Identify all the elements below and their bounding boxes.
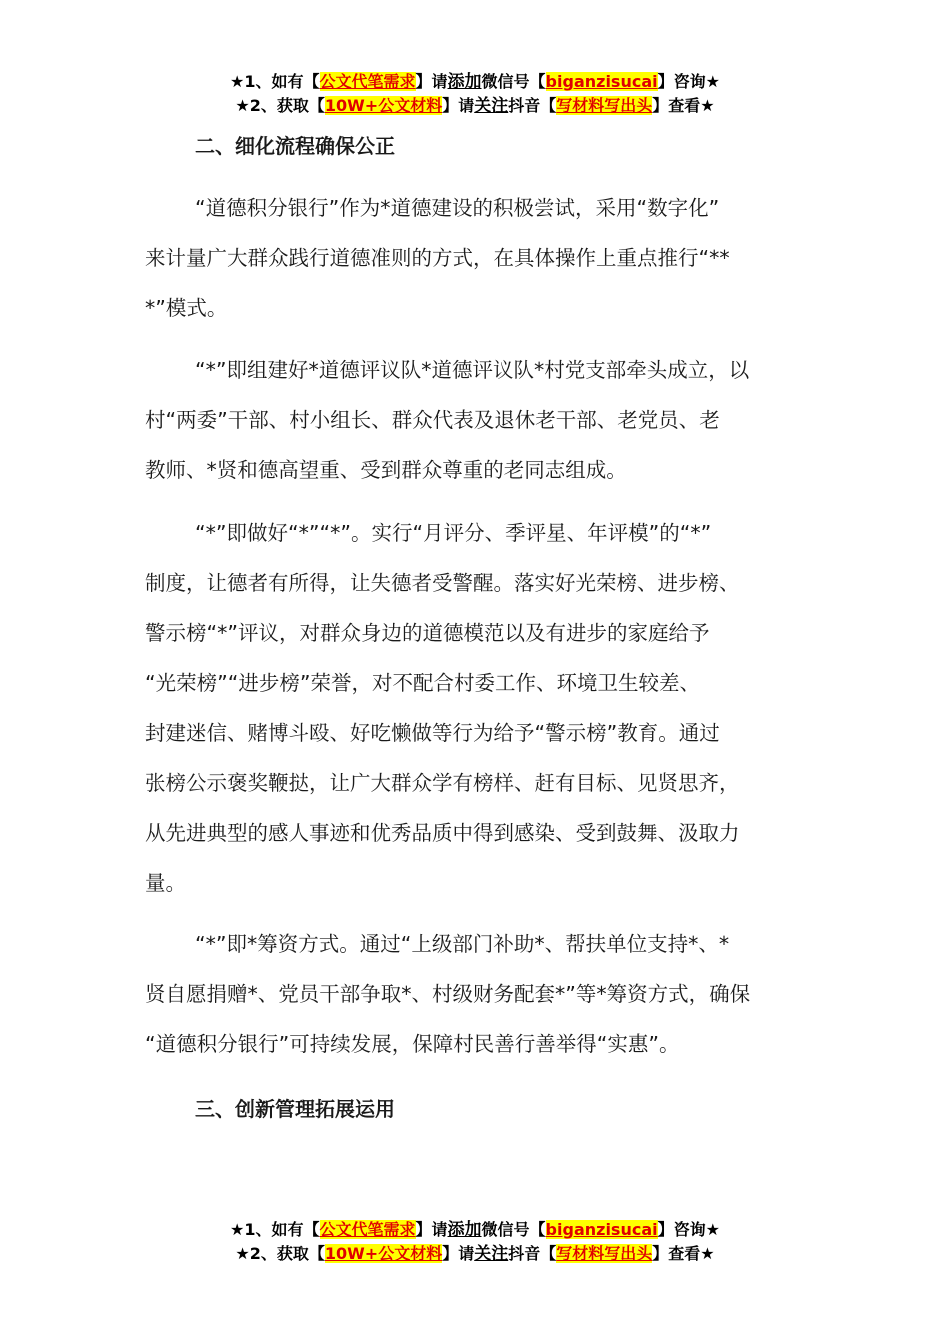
paragraph-line: 贤自愿捐赠*、党员干部争取*、村级财务配套*”等*筹资方式，确保 [145,982,751,1006]
section-heading-3: 三、创新管理拓展运用 [195,1097,395,1121]
banner-line-1 [0,1218,950,1242]
paragraph-line: 从先进典型的感人事迹和优秀品质中得到感染、受到鼓舞、汲取力 [145,821,740,845]
banner-highlight-service: 公文代笔需求 [319,72,416,91]
banner-highlight-wechat-id: biganzisucai [545,1220,658,1239]
paragraph-line: 教师、*贤和德高望重、受到群众尊重的老同志组成。 [145,458,627,482]
paragraph-line: 张榜公示褒奖鞭挞，让广大群众学有榜样、赶有目标、见贤思齐， [145,771,740,795]
banner-underlined-add: 添加 [447,72,482,92]
banner-text: ★1、如有【 [230,72,320,91]
banner-text: 】咨询★ [657,72,720,91]
paragraph-line: *”模式。 [145,296,228,320]
banner-line-1 [0,70,950,94]
banner-underlined-follow: 关注 [474,1244,509,1264]
banner-text: 】请 [415,1220,448,1239]
banner-line-2 [0,94,950,118]
paragraph-line: “光荣榜”“进步榜”荣誉，对不配合村委工作、环境卫生较差、 [145,671,700,695]
banner-highlight-douyin: 写材料写出头 [556,1244,653,1263]
paragraph-line: “*”即做好“*”“*”。实行“月评分、季评星、年评模”的“*” [195,521,712,545]
banner-line-2 [0,1242,950,1266]
banner-text: 抖音【 [508,96,557,115]
banner-text: 】查看★ [652,96,715,115]
banner-text: ★2、获取【 [235,96,325,115]
banner-text: ★1、如有【 [230,1220,320,1239]
banner-text: 】请 [415,72,448,91]
banner-highlight-materials: 10W+公文材料 [324,1244,443,1263]
paragraph-line: “*”即*筹资方式。通过“上级部门补助*、帮扶单位支持*、* [195,932,730,956]
paragraph-line: 量。 [145,871,186,895]
section-heading-2: 二、细化流程确保公正 [195,134,395,158]
paragraph-3 [145,508,805,908]
paragraph-2 [145,345,805,495]
banner-text: 微信号【 [481,1220,546,1239]
banner-text: 】请 [442,96,475,115]
paragraph-1 [145,183,805,333]
top-banner [0,70,950,118]
banner-text: 微信号【 [481,72,546,91]
banner-highlight-materials: 10W+公文材料 [324,96,443,115]
banner-underlined-follow: 关注 [474,96,509,116]
paragraph-line: 封建迷信、赌博斗殴、好吃懒做等行为给予“警示榜”教育。通过 [145,721,720,745]
banner-highlight-douyin: 写材料写出头 [556,96,653,115]
paragraph-line: 村“两委”干部、村小组长、群众代表及退休老干部、老党员、老 [145,408,720,432]
banner-highlight-wechat-id: biganzisucai [545,72,658,91]
paragraph-4 [145,919,805,1069]
banner-text: 抖音【 [508,1244,557,1263]
paragraph-line: “道德积分银行”作为*道德建设的积极尝试，采用“数字化” [195,196,720,220]
banner-highlight-service: 公文代笔需求 [319,1220,416,1239]
banner-underlined-add: 添加 [447,1220,482,1240]
banner-text: 】咨询★ [657,1220,720,1239]
paragraph-line: “道德积分银行”可持续发展，保障村民善行善举得“实惠”。 [145,1032,680,1056]
banner-text: 】查看★ [652,1244,715,1263]
banner-text: ★2、获取【 [235,1244,325,1263]
paragraph-line: 警示榜“*”评议，对群众身边的道德模范以及有进步的家庭给予 [145,621,710,645]
paragraph-line: 来计量广大群众践行道德准则的方式，在具体操作上重点推行“** [145,246,730,270]
bottom-banner [0,1218,950,1266]
banner-text: 】请 [442,1244,475,1263]
paragraph-line: 制度，让德者有所得，让失德者受警醒。落实好光荣榜、进步榜、 [145,571,740,595]
paragraph-line: “*”即组建好*道德评议队*道德评议队*村党支部牵头成立，以 [195,358,750,382]
